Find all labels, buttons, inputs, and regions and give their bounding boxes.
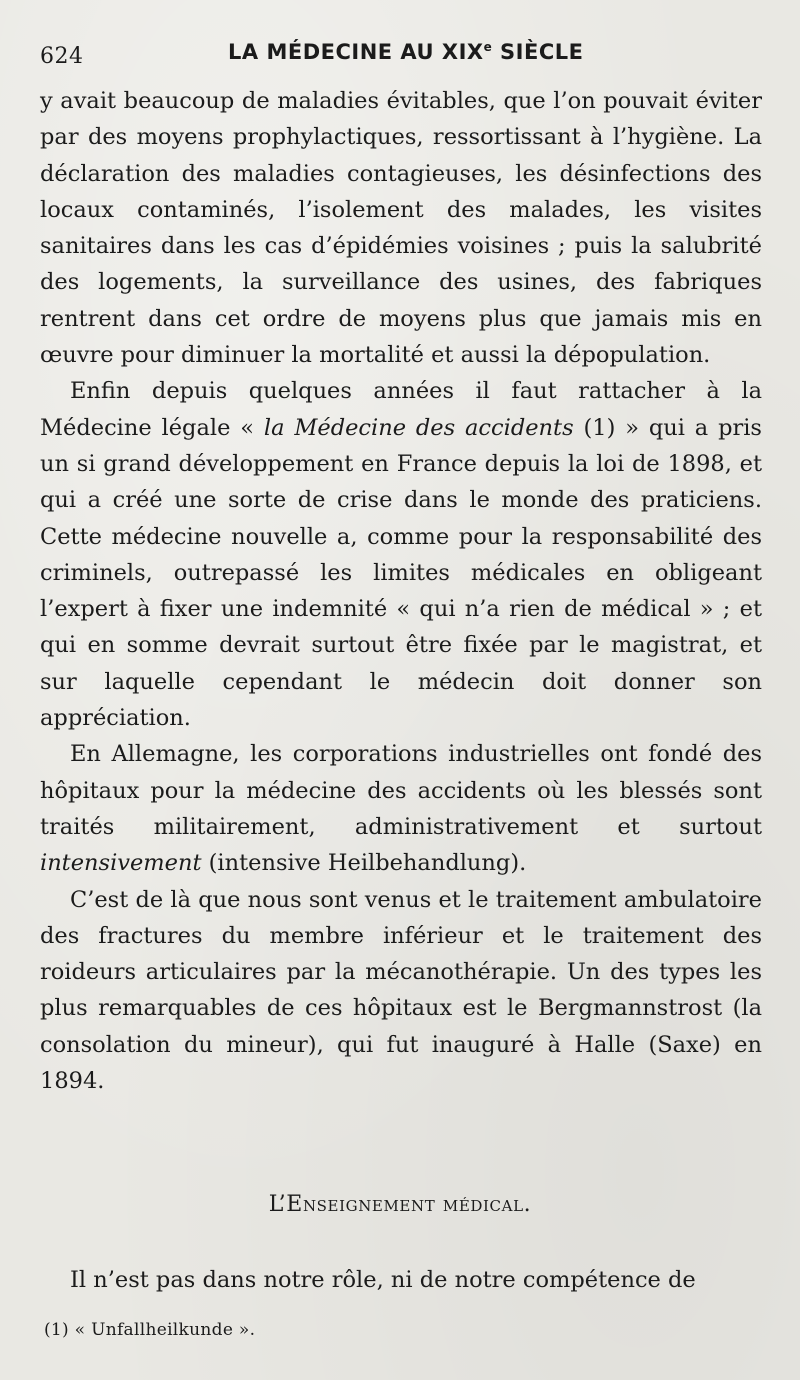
paragraph-allemagne [40,736,762,881]
running-title-end: SIÈCLE [492,40,584,64]
paragraph-hygiene: y avait beaucoup de maladies évitables, que l’on pouvait éviter par des moyens prophylactiques, ressortissant à l’hygiène. La déclaration des maladies contagieuses, les désinfections des locaux contaminés, l’isolement des malades, les visites sanitaires dans les cas d’épidémies voisines ; puis la salubrité des logements, la surveillance des usines, des fabriques rentrent dans cet ordre de moyens plus que jamais mis en œuvre pour diminuer la mortalité et aussi la dépopulation. [40,88,762,369]
running-header [40,38,760,74]
paragraph-2-italic: la Médecine des accidents [263,414,574,441]
paragraph-3-text-a: En Allemagne, les corporations industrielles ont fondé des hôpitaux pour la médecine des accidents où les blessés sont traités militairement, administrativement et surtout [40,741,762,840]
paragraph-bergmannstrost: C’est de là que nous sont venus et le traitement ambulatoire des fractures du membre inférieur et le traitement des roideurs articulaires par la mécanothérapie. Un des types les plus remarquables de ces hôpitaux est le Bergmannstrost (la consolation du mineur), qui fut inauguré à Halle (Saxe) en 1894. [40,886,762,1095]
footnote: (1) « Unfallheilkunde ». [44,1320,256,1340]
body-text [40,83,762,1099]
running-title [228,40,583,64]
paragraph-medecine-accidents [40,373,762,736]
paragraph-3-italic: intensivement [40,850,202,877]
running-title-superscript: e [483,40,493,54]
paragraph-3-text-b: (intensive Heilbehandlung). [201,850,527,877]
section-heading: L’Enseignement médical. [268,1192,532,1217]
paragraph-enseignement-start: Il n’est pas dans notre rôle, ni de notre compétence de [70,1267,696,1293]
running-title-main: LA MÉDECINE AU XIX [228,40,484,64]
page-number: 624 [40,44,84,69]
paragraph-2-text-a: Enfin depuis quelques années il faut rattacher à la Médecine légale « [40,378,762,441]
paragraph-2-text-b: (1) » qui a pris un si grand développement en France depuis la loi de 1898, et qui a créé une sorte de crise dans le monde des praticiens. Cette médecine nouvelle a, comme pour la responsabilité des criminels, outrepassé les limites médicales en obligeant l’expert à fixer une indemnité « qui n’a rien de médical » ; et qui en somme devrait surtout être fixée par le magistrat, et sur laquelle cependant le médecin doit donner son appréciation. [40,414,762,732]
